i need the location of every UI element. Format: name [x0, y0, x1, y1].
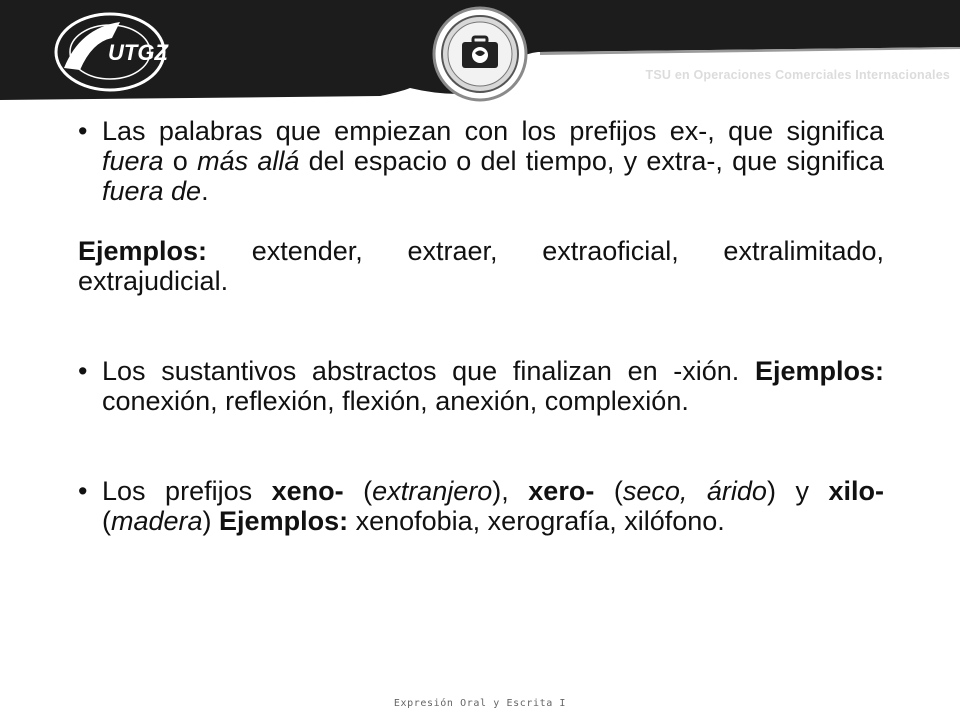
examples-ex [78, 236, 884, 296]
footer-course-name: Expresión Oral y Escrita I [393, 698, 567, 709]
svg-text:UTGZ: UTGZ [108, 40, 168, 65]
text-span: ) [202, 506, 220, 536]
text-span: ), [492, 476, 529, 506]
italic-term: madera [111, 506, 203, 536]
university-logo [50, 8, 170, 96]
text-span: ( [594, 476, 623, 506]
bullet-marker: • [78, 476, 88, 506]
text-span: Los sustantivos abstractos que finalizan en -xión. [102, 356, 755, 386]
text-span: o [163, 146, 198, 176]
program-title: TSU en Operaciones Comerciales Internacionales [645, 68, 950, 82]
bullet-marker: • [78, 356, 88, 386]
examples-text: xenofobia, xerografía, xilófono. [348, 506, 725, 536]
examples-label: Ejemplos: [78, 236, 208, 266]
bold-prefix: xeno- [271, 476, 344, 506]
examples-text: conexión, reflexión, flexión, anexión, complexión. [102, 386, 689, 416]
text-span: Las palabras que empiezan con los prefijos ex-, que significa [102, 116, 884, 146]
bold-prefix: xilo- [828, 476, 885, 506]
italic-term: fuera [102, 146, 164, 176]
text-span: ( [102, 506, 111, 536]
bold-prefix: xero- [528, 476, 595, 506]
bullet-suffix-xion [78, 356, 884, 416]
text-span: Los prefijos [102, 476, 272, 506]
italic-term: extranjero [372, 476, 493, 506]
text-span: . [201, 176, 209, 206]
bullet-prefix-xeno [78, 476, 884, 536]
briefcase-globe-icon [430, 4, 530, 104]
text-span: del espacio o del tiempo, y extra-, que significa [299, 146, 884, 176]
examples-text: extender, extraer, extraoficial, extralimitado, extrajudicial. [78, 236, 884, 296]
bullet-marker: • [78, 116, 88, 146]
slide-header [0, 0, 960, 110]
italic-term: más allá [197, 146, 300, 176]
text-span: ( [343, 476, 373, 506]
italic-term: seco, árido [622, 476, 767, 506]
examples-label: Ejemplos: [754, 356, 884, 386]
bullet-prefix-ex [78, 116, 884, 206]
text-span: ) y [766, 476, 829, 506]
examples-label: Ejemplos: [219, 506, 349, 536]
italic-term: fuera de [102, 176, 202, 206]
slide-content [78, 116, 884, 536]
